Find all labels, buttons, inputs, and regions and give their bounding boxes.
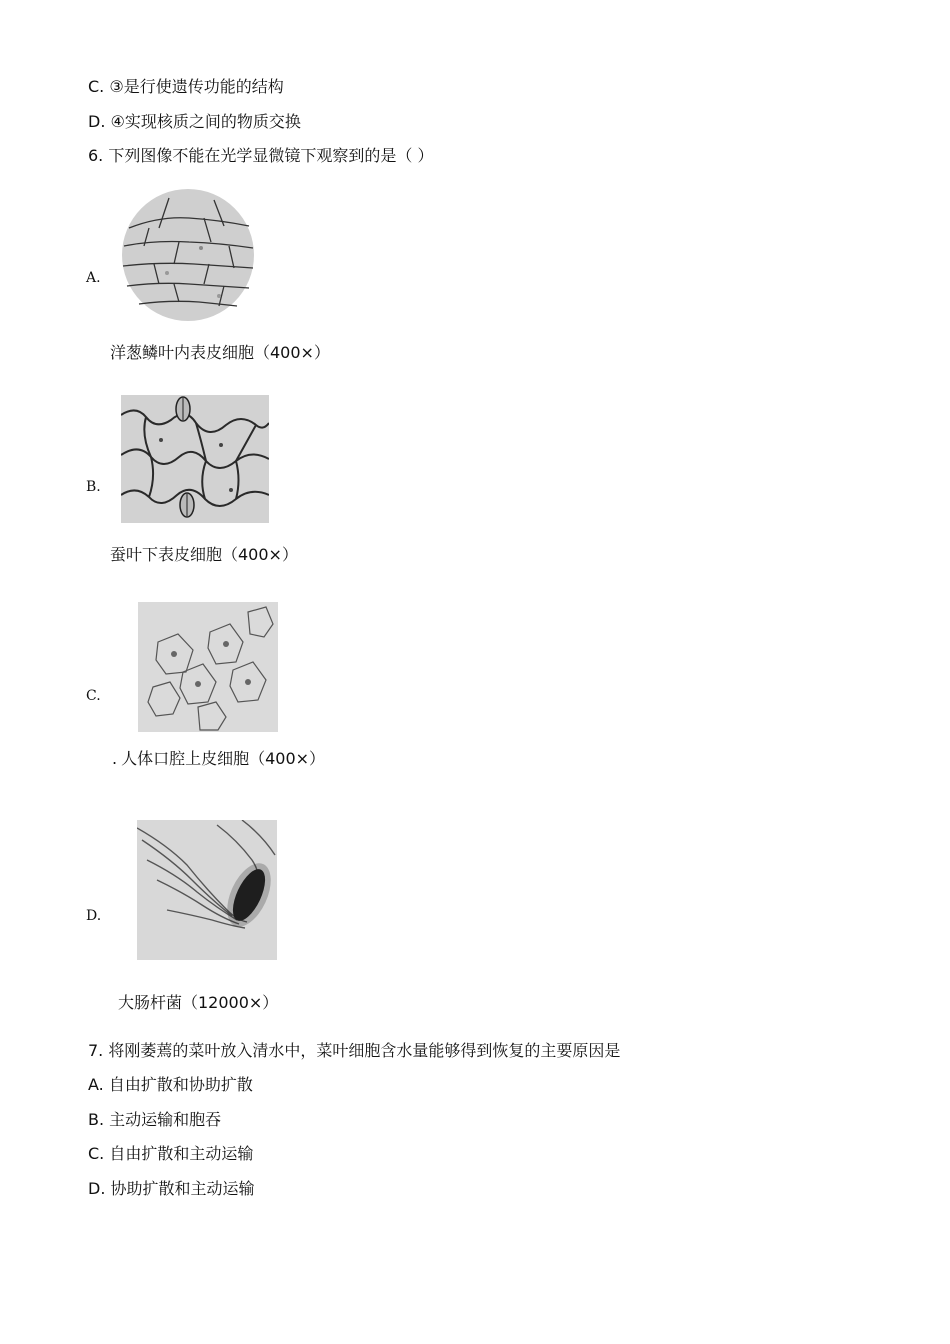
ecoli-image bbox=[137, 820, 277, 960]
option-d-prev: D. ④实现核质之间的物质交换 bbox=[88, 112, 301, 131]
q6-option-a-label: A. bbox=[86, 270, 101, 286]
q6-option-a-caption: 洋葱鳞叶内表皮细胞（400×） bbox=[110, 343, 330, 362]
q6-option-c-prefix: . bbox=[112, 749, 118, 768]
q6-option-c-caption-text: 人体口腔上皮细胞（400×） bbox=[121, 749, 326, 768]
q6-option-c-label: C. bbox=[86, 688, 101, 704]
question-7-stem: 7. 将刚萎蔫的菜叶放入清水中，菜叶细胞含水量能够得到恢复的主要原因是 bbox=[88, 1041, 621, 1060]
q6-option-d-label: D. bbox=[86, 908, 102, 924]
onion-epidermis-image bbox=[119, 188, 257, 322]
cheek-cells-image bbox=[138, 602, 278, 732]
q6-option-b-label: B. bbox=[86, 479, 101, 495]
option-c-prev: C. ③是行使遗传功能的结构 bbox=[88, 77, 284, 96]
q6-option-c-caption bbox=[112, 746, 325, 769]
q7-option-c: C. 自由扩散和主动运输 bbox=[88, 1144, 254, 1163]
q6-option-b-caption: 蚕叶下表皮细胞（400×） bbox=[110, 545, 298, 564]
q7-option-b: B. 主动运输和胞吞 bbox=[88, 1110, 222, 1129]
q7-option-d: D. 协助扩散和主动运输 bbox=[88, 1179, 255, 1198]
q7-option-a: A. 自由扩散和协助扩散 bbox=[88, 1075, 253, 1094]
q6-option-d-caption: 大肠杆菌（12000×） bbox=[118, 993, 279, 1012]
leaf-epidermis-image bbox=[121, 395, 269, 523]
question-6-stem: 6. 下列图像不能在光学显微镜下观察到的是（ ） bbox=[88, 146, 434, 165]
